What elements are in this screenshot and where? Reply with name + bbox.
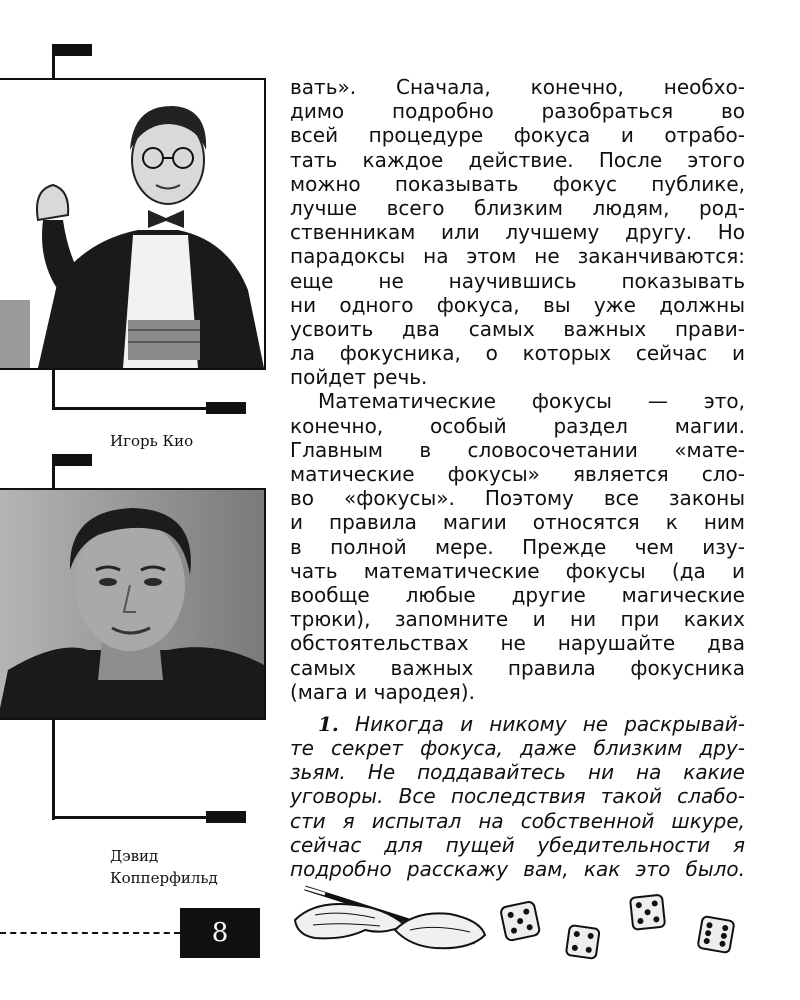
- photo-igor-kio: [0, 78, 266, 370]
- gloves-wand-dice-illustration: [285, 880, 755, 960]
- deco-hline-mid: [52, 816, 212, 819]
- text-line: трюки), запомните и ни при каких: [290, 607, 745, 632]
- paragraph-2: [290, 389, 745, 703]
- portrait-man: [0, 490, 264, 718]
- text-line: вать». Сначала, конечно, необхо-: [290, 75, 745, 99]
- body-text: [290, 75, 745, 881]
- deco-bar-top-end: [206, 402, 246, 414]
- text-line: во «фокусы». Поэтому все законы: [290, 486, 745, 511]
- text-line: сейчас для пущей убедительности я: [290, 832, 745, 857]
- paragraph-1: [290, 75, 745, 389]
- text-line: вообще любые другие магические: [290, 582, 745, 607]
- photo-david-copperfield: [0, 488, 266, 720]
- dice-icon: [630, 895, 665, 930]
- caption-david-copperfield-line2: Копперфильд: [110, 869, 218, 887]
- dice-icon: [500, 901, 540, 941]
- text-line: сти я испытал на собственной шкуре,: [290, 808, 745, 833]
- text-line: уговоры. Все последствия такой слабо-: [290, 784, 745, 809]
- text-line: усвоить два самых важных прави-: [290, 316, 745, 341]
- illustration-magician: [0, 80, 264, 368]
- text-line: можно показывать фокус публике,: [290, 171, 745, 196]
- text-line: самых важных правила фокусника: [290, 655, 745, 680]
- text-line: матические фокусы» является сло-: [290, 462, 745, 486]
- text-line: (мага и чародея).: [290, 679, 475, 704]
- caption-david-copperfield-line1: Дэвид: [110, 847, 159, 865]
- text-line: ла фокусника, о которых сейчас и: [290, 341, 745, 366]
- rule-number: 1.: [318, 711, 339, 736]
- text-line: Математические фокусы — это,: [318, 389, 745, 414]
- deco-bar-mid-end: [206, 811, 246, 823]
- text-line: те секрет фокуса, даже близким дру-: [290, 736, 745, 761]
- page-number: [180, 908, 260, 958]
- text-line: зьям. Не поддавайтесь ни на какие: [290, 760, 745, 785]
- caption-igor-kio: Игорь Кио: [110, 432, 194, 450]
- text-line: тать каждое действие. После этого: [290, 147, 745, 172]
- text-line: всей процедуре фокуса и отрабо-: [290, 123, 745, 148]
- footer-dashed-line: [0, 932, 180, 934]
- text-line: еще не научившись показывать: [290, 268, 745, 293]
- text-line: димо подробно разобраться во: [290, 99, 745, 124]
- page-number-text: 8: [211, 918, 229, 948]
- text-line: парадоксы на этом не заканчиваются:: [290, 244, 745, 269]
- text-line: обстоятельствах не нарушайте два: [290, 631, 745, 656]
- text-line: подробно расскажу вам, как это было.: [290, 857, 745, 881]
- text-line: Главным в словосочетании «мате-: [290, 437, 745, 462]
- text-line: [290, 712, 745, 736]
- dice-icon: [566, 925, 600, 959]
- dice-icon: [697, 916, 734, 953]
- deco-bar-mid: [52, 454, 92, 466]
- text-line: лучше всего близким людям, род-: [290, 195, 745, 220]
- glove-left-icon: [295, 904, 405, 938]
- deco-hline-top: [52, 407, 212, 410]
- text-line: и правила магии относятся к ним: [290, 510, 745, 535]
- text-line: в полной мере. Прежде чем изу-: [290, 534, 745, 559]
- text-line: ственникам или лучшему другу. Но: [290, 220, 745, 245]
- text-line: ни одного фокуса, вы уже должны: [290, 292, 745, 317]
- text-line: конечно, особый раздел магии.: [290, 413, 745, 438]
- paragraph-3-rule: [290, 712, 745, 881]
- text-line: чать математические фокусы (да и: [290, 558, 745, 583]
- deco-bar-top: [52, 44, 92, 56]
- text-line: пойдет речь.: [290, 365, 428, 390]
- rule-first-line: Никогда и никому не раскрывай-: [355, 711, 745, 736]
